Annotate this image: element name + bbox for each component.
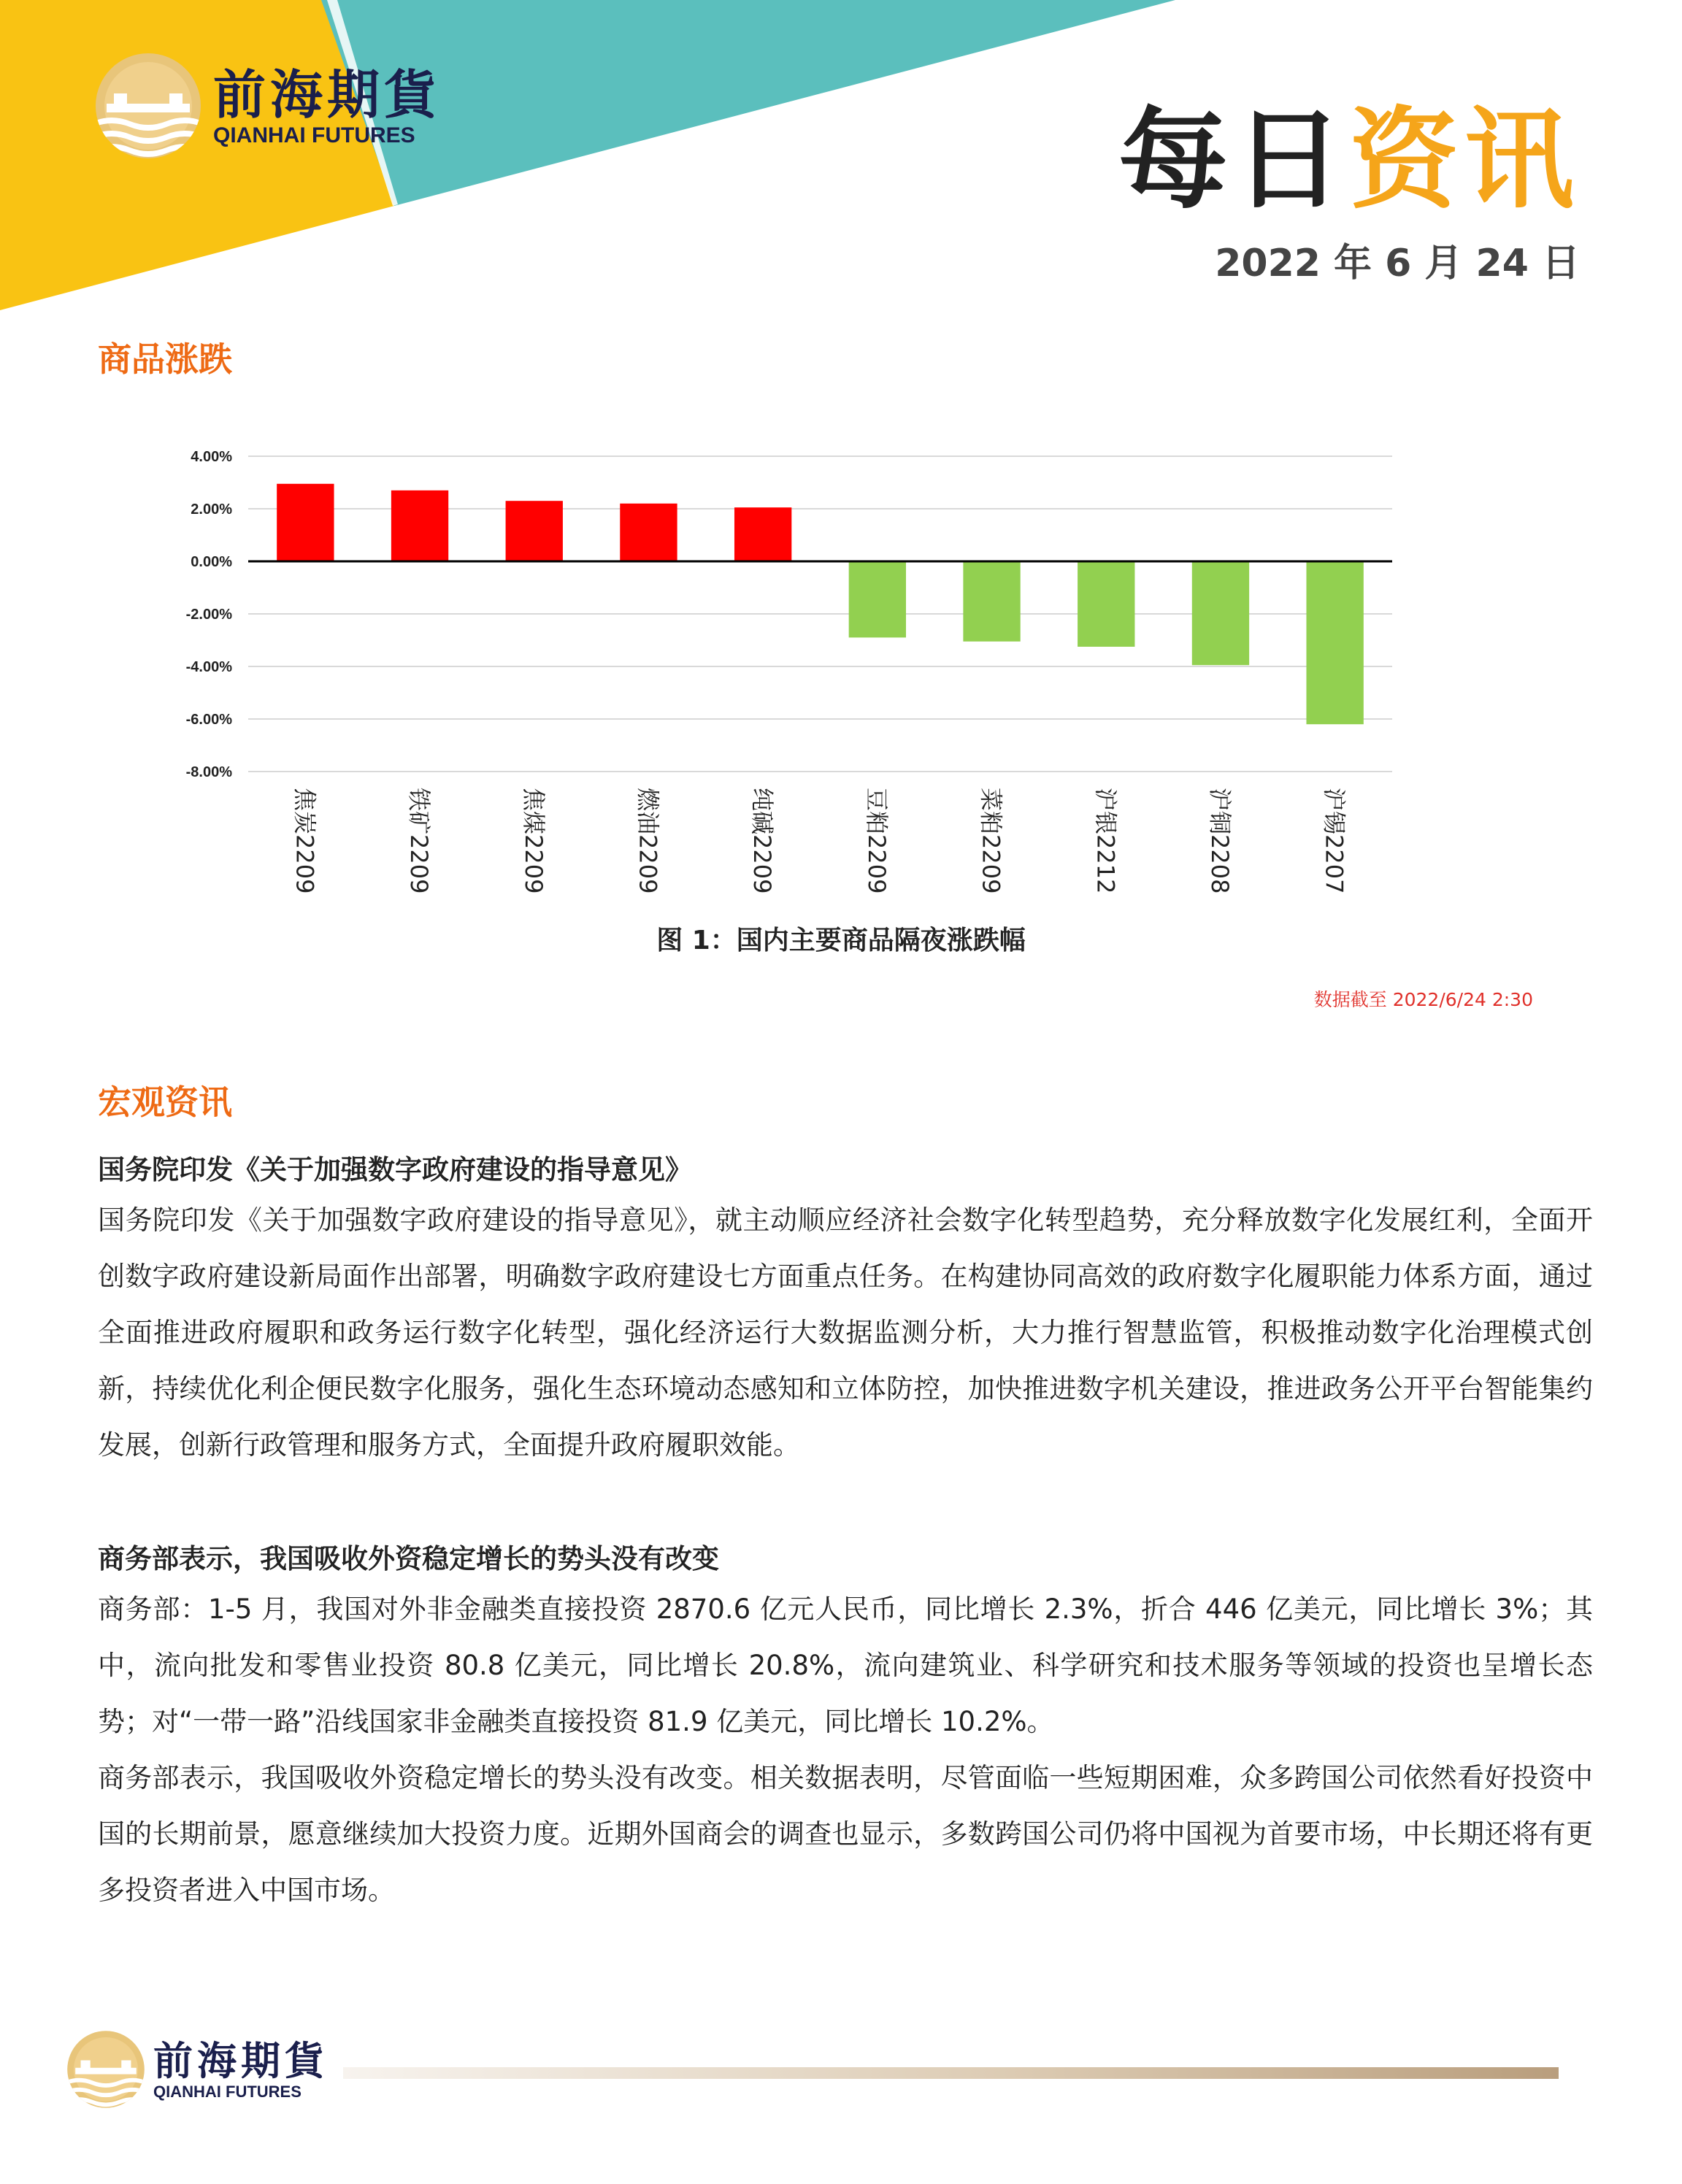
x-category-label: 焦炭2209 [291,788,319,894]
article-title: 商务部表示，我国吸收外资稳定增长的势头没有改变 [98,1543,719,1574]
x-category-label: 沪银2212 [1091,788,1120,894]
commodity-change-chart [139,431,1424,898]
article-title: 国务院印发《关于加强数字政府建设的指导意见》 [98,1154,692,1185]
sun-wave-logo-icon [93,51,203,161]
y-tick-label: -8.00% [185,764,232,780]
logo-chinese-name: 前海期貨 [153,2037,329,2084]
figure-caption: 图 1：国内主要商品隔夜涨跌幅 [656,926,1026,956]
bar-纯碱2209 [734,507,791,561]
bar-沪银2212 [1078,561,1134,647]
section-heading-macro: 宏观资讯 [98,1083,232,1122]
title-part-daily: 每日 [1118,97,1349,224]
x-category-label: 沪锡2207 [1320,788,1348,894]
y-tick-label: 0.00% [191,554,232,570]
bar-铁矿2209 [391,491,448,561]
x-category-label: 菜粕2209 [977,788,1005,894]
sun-wave-logo-icon [66,2029,146,2110]
x-category-label: 铁矿2209 [405,788,434,894]
bar-焦炭2209 [277,484,334,561]
x-category-label: 纯碱2209 [748,788,777,894]
footer-logo [66,2029,329,2110]
chart-y-ticks [186,449,233,780]
x-category-label: 沪铜2208 [1205,788,1234,894]
footer-divider [343,2067,1559,2079]
bar-沪铜2208 [1192,561,1249,665]
chart-x-categories [291,788,1348,893]
header-logo [93,51,441,161]
article-paragraph: 国务院印发《关于加强数字政府建设的指导意见》，就主动顺应经济社会数字化转型趋势，充分释放数字化发展红利，全面开创数字政府建设新局面作出部署，明确数字政府建设七方面重点任务。在构建协同高效的政府数字化履职能力体系方面，通过全面推进政府履职和政务运行数字化转型，强化经济运行大数据监测分析，大力推行智慧监管，积极推动数字化治理模式创新，持续优化利企便民数字化服务，强化生态环境动态感知和立体防控，加快推进数字机关建设，推进政务公开平台智能集约发展，创新行政管理和服务方式，全面提升政府履职效能。 [98,1204,1593,1461]
x-category-label: 焦煤2209 [519,788,548,894]
article-paragraph: 商务部：1-5 月，我国对外非金融类直接投资 2870.6 亿元人民币，同比增长 2.3%，折合 446 亿美元，同比增长 3%；其中，流向批发和零售业投资 80.8 亿美元，同比增长 20.8%，流向建筑业、科学研究和技术服务等领域的投资也呈增长态势；对“一带一路”沿线国家非金融类直接投资 81.9 亿美元，同比增长 10.2%。 [98,1593,1593,1737]
section-heading-commodities: 商品涨跌 [98,339,232,379]
logo-english-name: QIANHAI FUTURES [153,2083,302,2101]
data-timestamp-note: 数据截至 2022/6/24 2:30 [1313,989,1533,1010]
y-tick-label: -6.00% [185,712,232,728]
y-tick-label: 2.00% [191,501,232,518]
bar-菜粕2209 [963,561,1020,642]
logo-chinese-name: 前海期貨 [213,64,442,126]
page-title [1118,97,1580,224]
logo-english-name: QIANHAI FUTURES [213,123,415,147]
report-date: 2022 年 6 月 24 日 [1215,242,1580,285]
header-decoration [0,0,1241,321]
bar-沪锡2207 [1306,561,1363,724]
x-category-label: 燃油2209 [634,788,662,894]
bar-燃油2209 [620,504,677,561]
teal-band [321,0,1175,206]
title-part-news: 资讯 [1348,97,1580,224]
x-category-label: 豆粕2209 [862,788,891,894]
bar-焦煤2209 [506,501,563,561]
y-tick-label: 4.00% [191,449,232,465]
y-tick-label: -2.00% [185,607,232,623]
chart-bars [248,484,1392,724]
y-tick-label: -4.00% [185,659,232,675]
article-paragraph: 商务部表示，我国吸收外资稳定增长的势头没有改变。相关数据表明，尽管面临一些短期困难，众多跨国公司依然看好投资中国的长期前景，愿意继续加大投资力度。近期外国商会的调查也显示，多数跨国公司仍将中国视为首要市场，中长期还将有更多投资者进入中国市场。 [98,1762,1593,1906]
bar-豆粕2209 [849,561,906,637]
